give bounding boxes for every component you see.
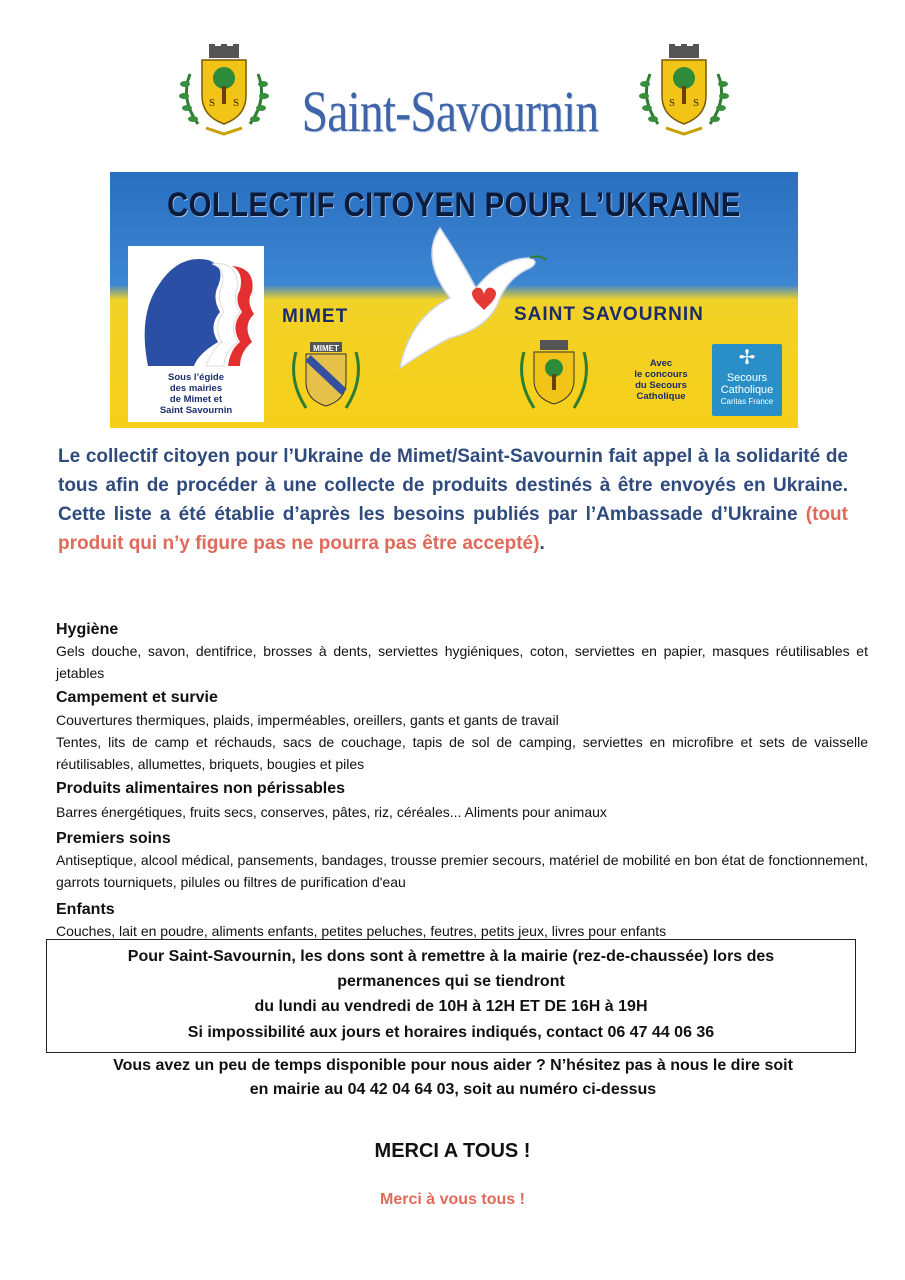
category-camping-items-2: Tentes, lits de camp et réchauds, sacs de couchage, tapis de sol de camping, serviettes en microfibre et sets de vaisselle réutilisables, allumettes, briquets, bougies et piles xyxy=(56,734,868,772)
category-camping-title: Campement et survie xyxy=(56,689,218,706)
info-line-3: du lundi au vendredi de 10H à 12H ET DE 16H à 19H xyxy=(254,998,648,1015)
category-hygiene-title: Hygiène xyxy=(56,621,119,638)
intro-warning: (tout produit qui n’y figure pas ne pourra pas être accepté) xyxy=(58,504,848,554)
volunteer-help-text xyxy=(58,1054,848,1102)
aegis-line: Saint Savournin xyxy=(159,405,233,416)
secours-logo-line: Catholique xyxy=(720,384,774,396)
help-line-2: en mairie au 04 42 04 64 03, soit au numéro ci-dessus xyxy=(249,1081,657,1098)
svg-text:S: S xyxy=(233,97,240,109)
concours-text xyxy=(618,358,704,402)
mimet-crest-label: MIMET xyxy=(313,344,339,353)
drop-off-info-box xyxy=(46,939,856,1053)
help-line-1: Vous avez un peu de temps disponible pour nous aider ? N’hésitez pas à nous le dire soit xyxy=(113,1057,793,1074)
banner-title: COLLECTIF CITOYEN POUR L’UKRAINE xyxy=(167,186,741,224)
secours-cross-icon: ✢ xyxy=(738,347,756,369)
svg-text:S: S xyxy=(209,97,216,109)
mimet-crest-icon xyxy=(286,332,366,416)
category-hygiene-items: Gels douche, savon, dentifrice, brosses à dents, serviettes hygiéniques, coton, serviettes en papier, masques réutilisables et jetables xyxy=(56,643,868,681)
svg-text:S: S xyxy=(669,97,676,109)
concours-line: le concours xyxy=(634,369,688,380)
marianne-icon xyxy=(128,246,264,372)
thanks-secondary: Merci à vous tous ! xyxy=(380,1191,525,1208)
saint-savournin-crest-right-icon xyxy=(636,44,732,136)
info-line-2: permanences qui se tiendront xyxy=(337,973,565,990)
concours-line: Catholique xyxy=(636,391,686,402)
aegis-text xyxy=(128,372,264,416)
category-food-items: Barres énergétiques, fruits secs, conserves, pâtes, riz, céréales... Aliments pour animaux xyxy=(56,804,607,820)
concours-line: Avec xyxy=(649,358,673,369)
concours-line: du Secours xyxy=(635,380,687,391)
saint-savournin-banner-label: SAINT SAVOURNIN xyxy=(514,304,704,325)
saint-savournin-crest-left-icon xyxy=(176,44,272,136)
category-children-items: Couches, lait en poudre, aliments enfants, petites peluches, feutres, petits jeux, livres pour enfants xyxy=(56,923,667,939)
info-line-1: Pour Saint-Savournin, les dons sont à remettre à la mairie (rez-de-chaussée) lors des xyxy=(127,948,775,965)
aegis-line: de Mimet et xyxy=(169,394,223,405)
category-children-title: Enfants xyxy=(56,901,115,918)
secours-logo-line: Caritas France xyxy=(720,397,774,406)
secours-logo-line: Secours xyxy=(726,372,768,384)
mimet-label: MIMET xyxy=(282,306,349,327)
category-first-aid-title: Premiers soins xyxy=(56,830,171,847)
intro-end: . xyxy=(539,533,545,554)
ukraine-collective-banner xyxy=(110,172,798,428)
secours-catholique-logo xyxy=(712,344,782,416)
saint-savournin-banner-crest-icon xyxy=(514,332,594,416)
svg-text:S: S xyxy=(693,97,700,109)
category-camping-items-1: Couvertures thermiques, plaids, imperméables, oreillers, gants et gants de travail xyxy=(56,712,559,728)
category-first-aid-items: Antiseptique, alcool médical, pansements, bandages, trousse premier secours, matériel de mobilité en bon état de fonctionnement, garrots tourniquets, pilules ou filtres de purification d'eau xyxy=(56,852,868,890)
info-line-4: Si impossibilité aux jours et horaires indiqués, contact 06 47 44 06 36 xyxy=(187,1024,715,1041)
intro-text: Le collectif citoyen pour l’Ukraine de Mimet/Saint-Savournin fait appel à la solidarité de tous afin de procéder à une collecte de produits destinés à être envoyés en Ukraine. Cette liste a été établie d’après les besoins publiés par l’Ambassade d’Ukraine xyxy=(58,446,848,525)
intro-paragraph xyxy=(58,442,848,558)
aegis-line: Sous l’égide xyxy=(168,372,224,383)
thanks-main: MERCI A TOUS ! xyxy=(374,1140,531,1162)
town-name-title: Saint-Savournin xyxy=(301,79,599,144)
category-food-title: Produits alimentaires non périssables xyxy=(56,780,345,797)
aegis-line: des mairies xyxy=(169,383,223,394)
